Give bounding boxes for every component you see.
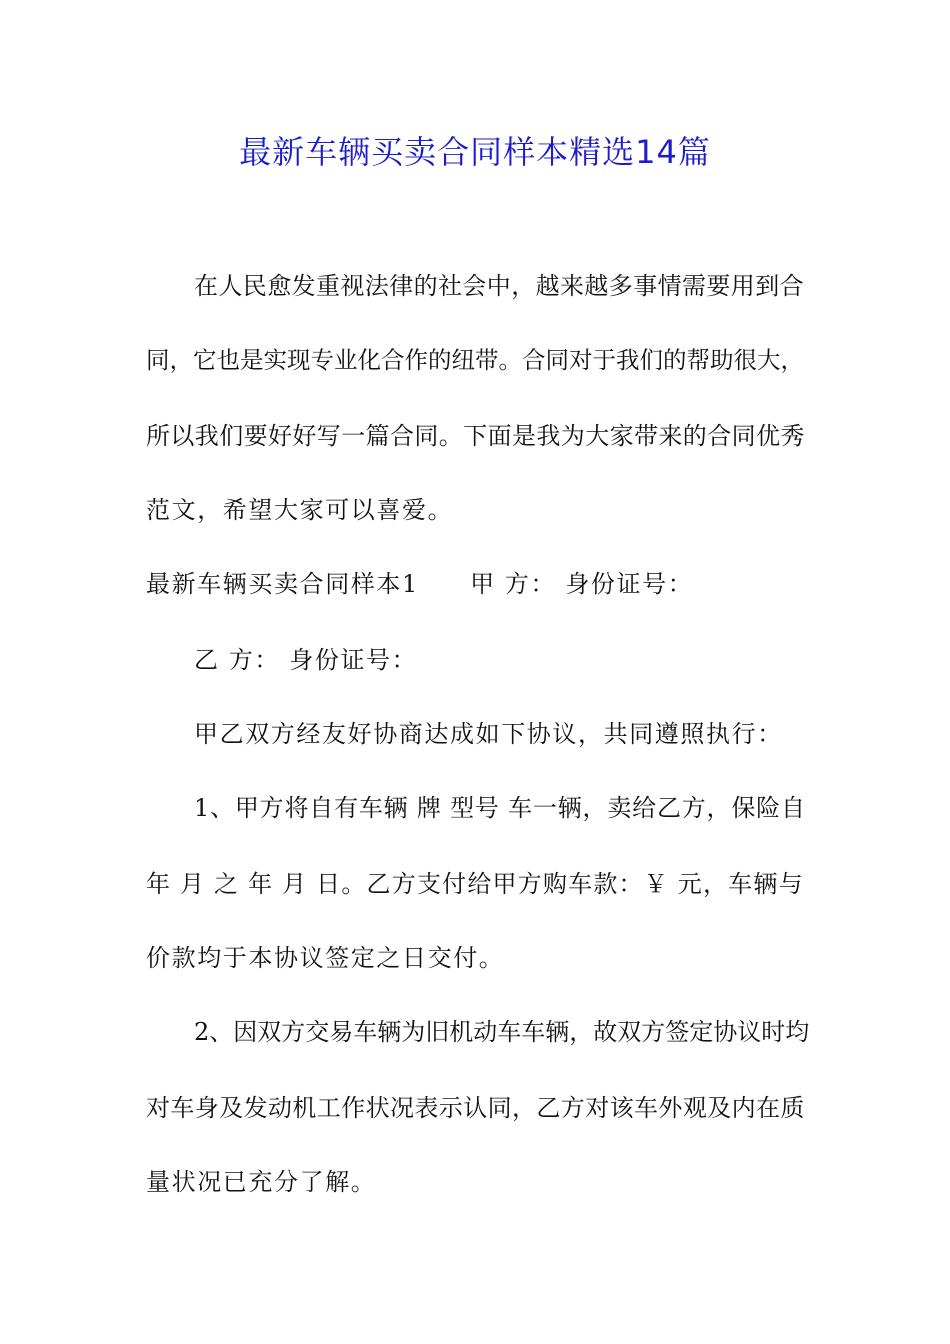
paragraph-line: 范文，希望大家可以喜爱。: [146, 496, 454, 524]
paragraph-line: 同，它也是实现专业化合作的纽带。合同对于我们的帮助很大，: [146, 346, 804, 374]
document-title: 最新车辆买卖合同样本精选14篇: [239, 133, 711, 171]
clause-1-line: 年 月 之 年 月 日。乙方支付给甲方购车款：￥ 元，车辆与: [146, 870, 804, 898]
clause-2-line: 量状况已充分了解。: [146, 1168, 377, 1196]
contract-heading-line: 最新车辆买卖合同样本1 甲 方： 身份证号：: [146, 570, 694, 598]
paragraph-line: 在人民愈发重视法律的社会中，越来越多事情需要用到合: [194, 272, 804, 300]
party-b-line: 乙 方： 身份证号：: [194, 646, 418, 674]
clause-1-line: 1、甲方将自有车辆 牌 型号 车一辆，卖给乙方，保险自: [194, 794, 806, 822]
clause-2-line: 2、因双方交易车辆为旧机动车车辆，故双方签定协议时均: [194, 1018, 810, 1046]
clause-2-line: 对车身及发动机工作状况表示认同，乙方对该车外观及内在质: [146, 1094, 805, 1122]
agreement-intro-line: 甲乙双方经友好协商达成如下协议，共同遵照执行：: [194, 720, 783, 748]
paragraph-line: 所以我们要好好写一篇合同。下面是我为大家带来的合同优秀: [146, 422, 805, 450]
clause-1-line: 价款均于本协议签定之日交付。: [146, 944, 505, 972]
